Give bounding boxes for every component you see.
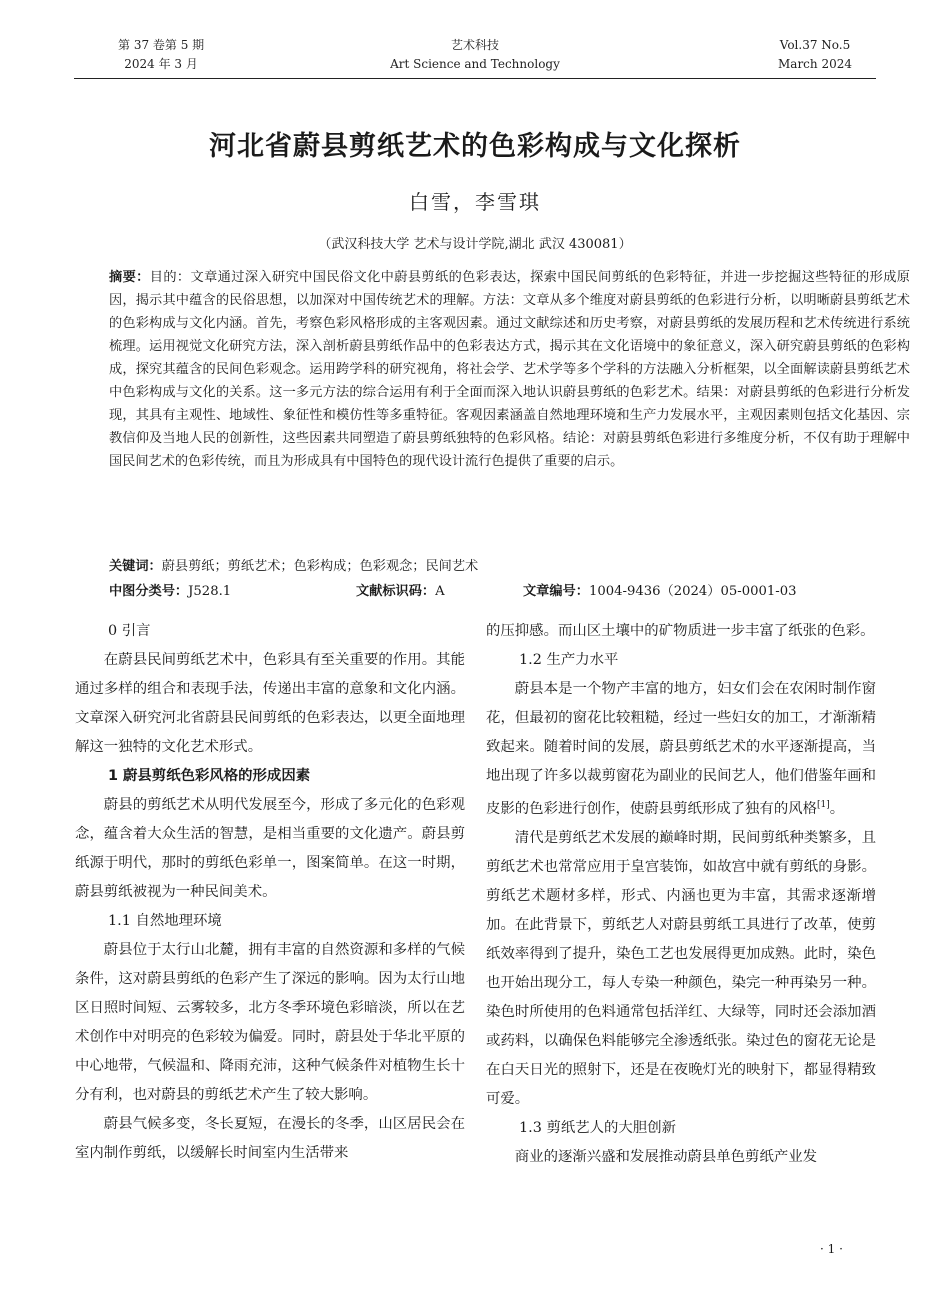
journal-name-en: Art Science and Technology <box>390 57 560 71</box>
paragraph-end: 。 <box>829 800 845 817</box>
journal-volume-info-en <box>760 36 870 74</box>
page-number: · 1 · <box>820 1242 843 1256</box>
paragraph: 商业的逐渐兴盛和发展推动蔚县单色剪纸产业发 <box>514 1148 818 1165</box>
keywords <box>109 555 478 578</box>
volume-issue: 第 37 卷第 5 期 <box>118 38 205 52</box>
paragraph: 清代是剪纸艺术发展的巅峰时期，民间剪纸种类繁多，且剪纸艺术也常常应用于皇宫装饰，如故宫中就有剪纸的身影。剪纸艺术题材多样，形式、内涵也更为丰富，其需求逐渐增加。在此背景下，剪纸艺人对蔚县剪纸工具进行了改革，使剪纸效率得到了提升，染色工艺也发展得更加成熟。此时，染色也开始出现分工，每人专染一种颜色，染完一种再染另一种。染色时所使用的色料通常包括洋红、大绿等，同时还会添加酒或药料，以确保色料能够完全渗透纸张。染过色的窗花无论是在白天日光的照射下，还是在夜晚灯光的映射下，都显得精致可爱。 <box>486 829 876 1107</box>
keywords-text: 蔚县剪纸；剪纸艺术；色彩构成；色彩观念；民间艺术 <box>161 559 479 574</box>
paragraph: 蔚县的剪纸艺术从明代发展至今，形成了多元化的色彩观念，蕴含着大众生活的智慧，是相当重要的文化遗产。蔚县剪纸源于明代，那时的剪纸色彩单一，图案简单。在这一时期，蔚县剪纸被视为一种民间美术。 <box>75 797 465 900</box>
author-affiliation: （武汉科技大学 艺术与设计学院,湖北 武汉 430081） <box>318 237 632 252</box>
journal-name-cn: 艺术科技 <box>450 38 499 52</box>
subsection-heading-1-2: 1.2 生产力水平 <box>519 652 619 668</box>
doc-code-value: A <box>435 584 445 599</box>
issue-date-en: March 2024 <box>778 57 852 71</box>
doc-code-label: 文献标识码： <box>356 584 436 599</box>
document-code <box>356 580 445 603</box>
volume-issue-en: Vol.37 No.5 <box>779 38 851 52</box>
section-heading-intro: 0 引言 <box>108 623 151 639</box>
clc-value: J528.1 <box>188 584 232 599</box>
clc-label: 中图分类号： <box>109 584 189 599</box>
article-authors: 白雪，李雪琪 <box>409 190 541 214</box>
article-number-label: 文章编号： <box>523 584 589 599</box>
keywords-label: 关键词： <box>109 559 162 574</box>
paragraph-continued: 的压抑感。而山区土壤中的矿物质进一步丰富了纸张的色彩。 <box>486 623 875 639</box>
abstract-text: 目的：文章通过深入研究中国民俗文化中蔚县剪纸的色彩表达，探索中国民间剪纸的色彩特征，并进一步挖掘这些特征的形成原因，揭示其中蕴含的民俗思想，以加深对中国传统艺术的理解。方法：文章从多个维度对蔚县剪纸的色彩进行分析，以明晰蔚县剪纸艺术的色彩构成与文化内涵。首先，考察色彩风格形成的主客观因素。通过文献综述和历史考察，对蔚县剪纸的发展历程和艺术传统进行系统梳理。运用视觉文化研究方法，深入剖析蔚县剪纸作品中的色彩表达方式，揭示其在文化语境中的象征意义，深入研究蔚县剪纸的色彩构成，探究其蕴含的民间色彩观念。运用跨学科的研究视角，将社会学、艺术学等多个学科的方法融入分析框架，以全面解读蔚县剪纸艺术中色彩构成与文化的关系。这一多元方法的综合运用有利于全面而深入地认识蔚县剪纸的色彩艺术。结果：对蔚县剪纸的色彩进行分析发现，其具有主观性、地域性、象征性和模仿性等多重特征。客观因素涵盖自然地理环境和生产力发展水平，主观因素则包括文化基因、宗教信仰及当地人民的创新性，这些因素共同塑造了蔚县剪纸独特的色彩风格。结论：对蔚县剪纸色彩进行多维度分析，不仅有助于理解中国民间艺术的色彩传统，而且为形成具有中国特色的现代设计流行色提供了重要的启示。 <box>109 270 910 469</box>
paragraph: 在蔚县民间剪纸艺术中，色彩具有至关重要的作用。其能通过多样的组合和表现手法，传递出丰富的意象和文化内涵。文章深入研究河北省蔚县民间剪纸的色彩表达，以更全面地理解这一独特的文化艺术形式。 <box>75 652 465 755</box>
subsection-heading-1-3: 1.3 剪纸艺人的大胆创新 <box>519 1119 676 1136</box>
article-number-value: 1004-9436（2024）05-0001-03 <box>588 584 797 599</box>
citation-ref[interactable]: [1] <box>817 800 830 810</box>
paragraph: 蔚县气候多变，冬长夏短，在漫长的冬季，山区居民会在室内制作剪纸，以缓解长时间室内生活带来 <box>75 1116 465 1161</box>
paragraph-text: 蔚县本是一个物产丰富的地方，妇女们会在农闲时制作窗花，但最初的窗花比较粗糙，经过一些妇女的加工，才渐渐精致起来。随着时间的发展，蔚县剪纸艺术的水平逐渐提高，当地出现了许多以裁剪窗花为副业的民间艺人，他们借鉴年画和皮影的色彩进行创作，使蔚县剪纸形成了独有的风格 <box>486 681 876 817</box>
subsection-heading-1-1: 1.1 自然地理环境 <box>108 913 222 929</box>
section-heading-1: 1 蔚县剪纸色彩风格的形成因素 <box>108 768 311 784</box>
article-number <box>523 580 797 603</box>
paragraph: 蔚县位于太行山北麓，拥有丰富的自然资源和多样的气候条件，这对蔚县剪纸的色彩产生了深远的影响。因为太行山地区日照时间短、云雾较多，北方冬季环境色彩暗淡，所以在艺术创作中对明亮的色彩较为偏爱。同时，蔚县处于华北平原的中心地带，气候温和、降雨充沛，这种气候条件对植物生长十分有利，也对蔚县的剪纸艺术产生了较大影响。 <box>75 942 465 1103</box>
abstract <box>75 266 910 473</box>
issue-date: 2024 年 3 月 <box>124 57 198 71</box>
body-column-left <box>75 617 465 1168</box>
header-divider <box>74 78 876 79</box>
clc-number <box>109 580 231 603</box>
paragraph <box>486 675 876 824</box>
article-title: 河北省蔚县剪纸艺术的色彩构成与文化探析 <box>209 131 741 162</box>
abstract-label: 摘要： <box>109 270 150 285</box>
body-column-right <box>486 617 876 1172</box>
